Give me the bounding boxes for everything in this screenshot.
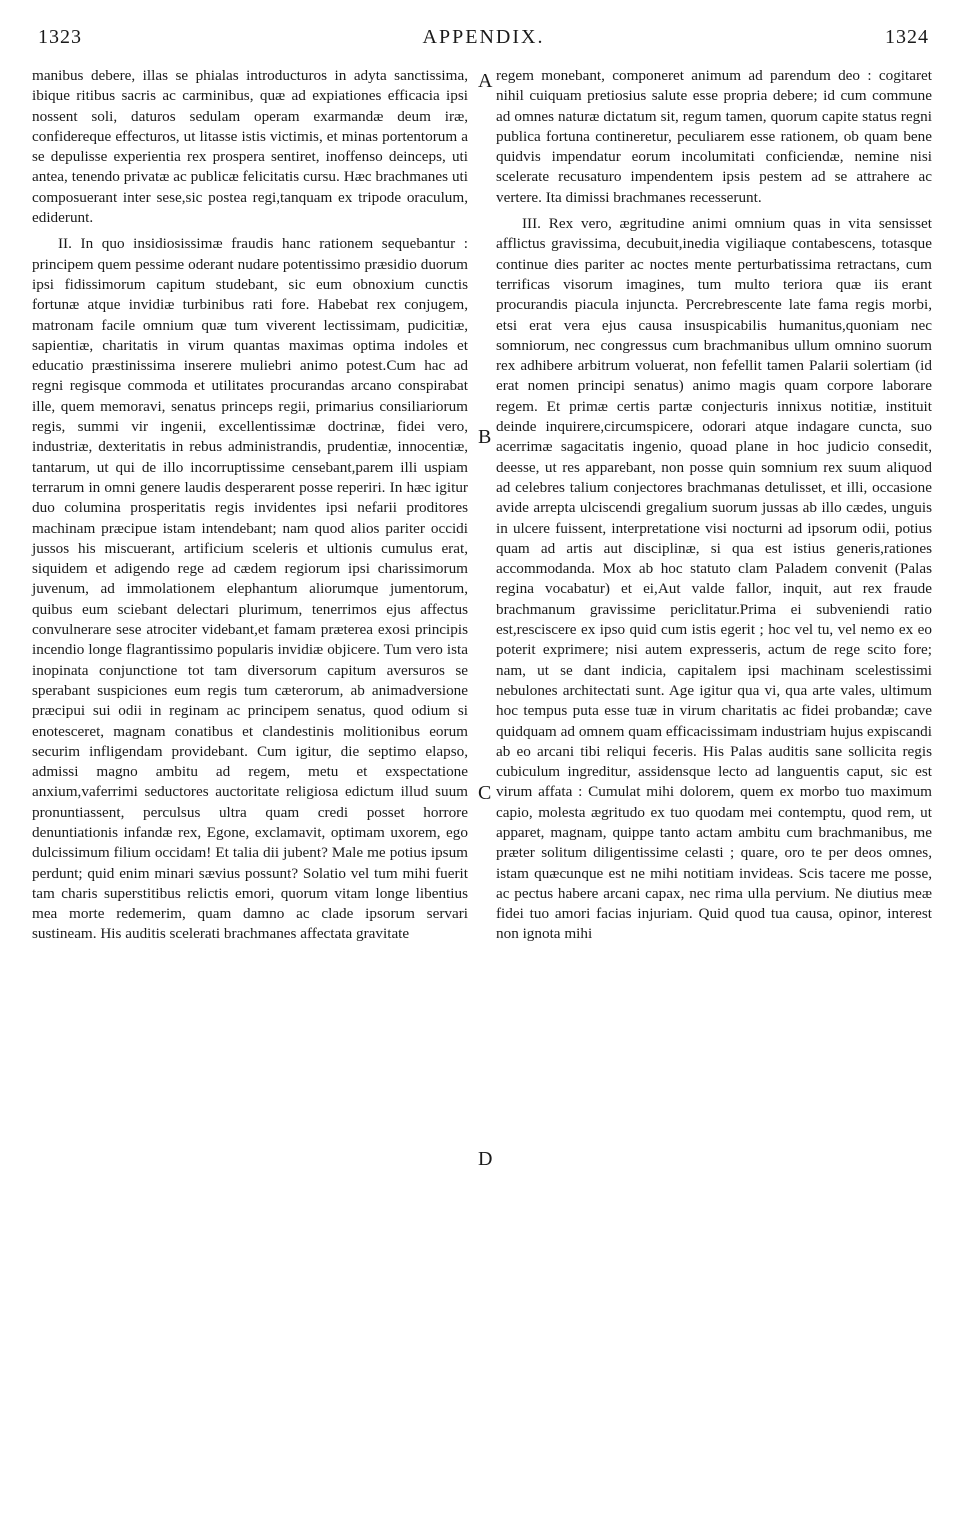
left-column [32, 66, 468, 951]
right-paragraph-1: regem monebant, componeret animum ad parendum deo : cogitaret nihil cuiquam pretiosius salute esse propria debere; id cum commune ad omnes naturæ dictatum sit, regum tamen, quorum capite status regni publica fortuna contineretur, peculiarem esse rationem, ob quam bene quidvis impendatur eorum incolumitati conficiendæ, nemine nisi scelerate recusaturo impendentem ipsis pestem ad se attrahere ac vertere. Ita dimissi brachmanes recesserunt. [496, 67, 932, 206]
section-marker-a: A [478, 70, 493, 92]
section-marker-b: B [478, 426, 492, 448]
section-marker-d: D [478, 1148, 493, 1170]
running-title: APPENDIX. [422, 26, 545, 48]
section-marker-c: C [478, 782, 492, 804]
right-column [496, 66, 932, 951]
page-number-right: 1324 [885, 26, 929, 48]
page-number-left: 1323 [38, 26, 82, 48]
running-header [38, 26, 929, 56]
left-paragraph-1: manibus debere, illas se phialas introducturos in adyta sanctissima, ibique ritibus sacris ac carminibus, quæ ad expiationes efficacia ipsi nossent soli, daturos sedulam operam exarmandæ deum iræ, confidereque effecturos, ut litasse istis victimis, et minas portentorum a se depulisse experientia rex prospera sentiret, inoffenso deinceps, uti antea, tenendo privatæ ac publicæ felicitatis cursu. Hæc brachmanes uti composuerant inter sese,sic postea regi,tanquam ex tripode oraculum, ediderunt. [32, 67, 468, 227]
right-paragraph-2: III. Rex vero, ægritudine animi omnium quas in vita sensisset afflictus gravissima, decubuit,inedia vigiliaque contabescens, totasque continue dies pariter ac noctes mente perturbatissima retractans, cum terrificas visorum imagines, tum multo teriora quæ iis erant procurandis piacula injuncta. Percrebrescente late fama regis morbi, etsi erat vera ejus causa insuspicabilis humanitus,quoniam nec somniorum, nec congressus cum brachmanibus ullum omnino suorum rex adhibere arbitrum voluerat, non fefellit tamen Palarii solertiam (id erat nomen principi senatus) animo magis quam corpore laborare regem. Et primæ certis partæ conjecturis innixus notitiæ, instituit deinde inquirere,circumspicere, odorari atque indagare cuncta, suo acerrimæ sagacitatis ingenio, quoad plane in hoc judicio consedit, deesse, ut res apparebant, non posse quin somnium rex suum aliquod ad celebres talium conjectores brachmanas detulisset, et illi, occasione avide arrepta ulciscendi gregalium suorum jussas ab illo cædes, unguis in ulcere fuissent, interpretatione visi nocturni ad ipsorum odii, potius quam ad artis aut disciplinæ, si qua est istius generis,rationes accommodanda. Mox ab hoc statuto clam Paladem convenit (Palas regina vocabatur) et ei,Aut valde fallor, inquit, aut rex fraude brachmanum gravissime periclitatur.Prima ei subveniendi ratio est,resciscere ex ipso quid cum istis egerit ; hoc vel tu, vel nemo ex eo poterit exprimere; nisi autem expresseris, actum de rege scito fore; nam, ut se dant indicia, capitalem ipsi machinam scelestissimi nebulones architectati sunt. Age igitur qua vi, qua arte vales, ultimum hoc tempus puta esse tuæ in virum charitatis ac fidei probandæ; cave quidquam ad omnem quam efficacissimam industriam hujus expiscandi ab eo arcani tibi reliqui feceris. His Palas auditis sane sollicita regis cubiculum ingreditur, assidensque lecto ad languentis caput, sic est virum affata : Cumulat mihi dolorem, quem ex morbo tuo maximum capio, molesta ægritudo ex tuo quodam mei contemptu, quod rem, ut apparet, magnam, quippe tanto actam ambitu cum brachmanibus, me præter solitum diligentissime celasti ; quare, oro te per deos omnes, istam quæcunque est ne mihi notitiam invideas. Scis tacere me posse, ac pectus habere arcani capax, nec rima ulla pervium. Ne diutius meæ fidei tuo amori facias injuriam. Quid quod tua causa, opinor, interest non ignota mihi [496, 215, 932, 943]
left-paragraph-2: II. In quo insidiosissimæ fraudis hanc rationem sequebantur : principem quem pessime oderant nudare potentissimo præsidio duorum ipsi fidissimorum capitum studebant, sic eum obnoxium cunctis fortunæ atque invidiæ turbinibus rati fore. Habebat rex conjugem, matronam facile omnium quæ tum viverent lectissimam, pudicitiæ, sapientiæ, charitatis in virum quantas maximas optima indoles et educatio præstinissima inserere muliebri animo potest.Cum hac ad regni regisque commoda et utilitates procurandas arcano conspirabat ille, quem memoravi, senatus princeps regii, primarius consiliariorum regis, summi vir ingenii, excellentissimæ doctrinæ, fidei vero, industriæ, dexteritatis in rebus administrandis, prudentiæ, innocentiæ, tantarum, ut qui de illo incorruptissime censebant,parem illi uspiam terrarum in omni genere laudis desperarent posse reperiri. In hæc igitur duo columina prosperitatis regis invidentes ipsi nefarii proditores machinam præcipue istam intendebant; nam quod alios pariter occidi jussos his miscuerant, artificium sceleris et ultionis cumulus erat, siquidem et adigendo rege ad cædem regiorum ipsi charissimorum juvenum, ad immolationem elephantum aliorumque jumentorum, quibus eum sciebant delectari plurimum, tenerrimos ejus affectus convulnerare sese atrociter videbant,et famam præterea exosi principis incendio longe flagrantissimo popularis invidiæ objicere. Tum vero ista inopinata conjunctione tot tam diversorum capitum aversuros se sperabant suspiciones eum regis tum cæterorum, ab animadversione præcipui sui odii in reginam ac principem senatus, quod odium si enotesceret, magnam conatibus et clandestinis molitionibus eorum securim infligendam providebant. Cum igitur, die septimo elapso, admissi magno ambitu ad regem, metu et exspectatione anxium,vaferrimi seductores auctoritate religiosa edictum illud suum pronuntiassent, perculsus ultra quam credi posset horrore denuntiationis infandæ rex, Egone, exclamavit, optimam uxorem, ego dulcissimum filium occidam! Et talia dii jubent? Male me potius ipsum perdunt; quid enim minari sævius possunt? Solatio vel tum mihi fuerit tam charis superstitibus relictis emori, quorum vitam longe libentius mea morte redemerim, quam damno ac clade ipsorum servari sustineam. His auditis scelerati brachmanes affectata gravitate [32, 235, 468, 943]
